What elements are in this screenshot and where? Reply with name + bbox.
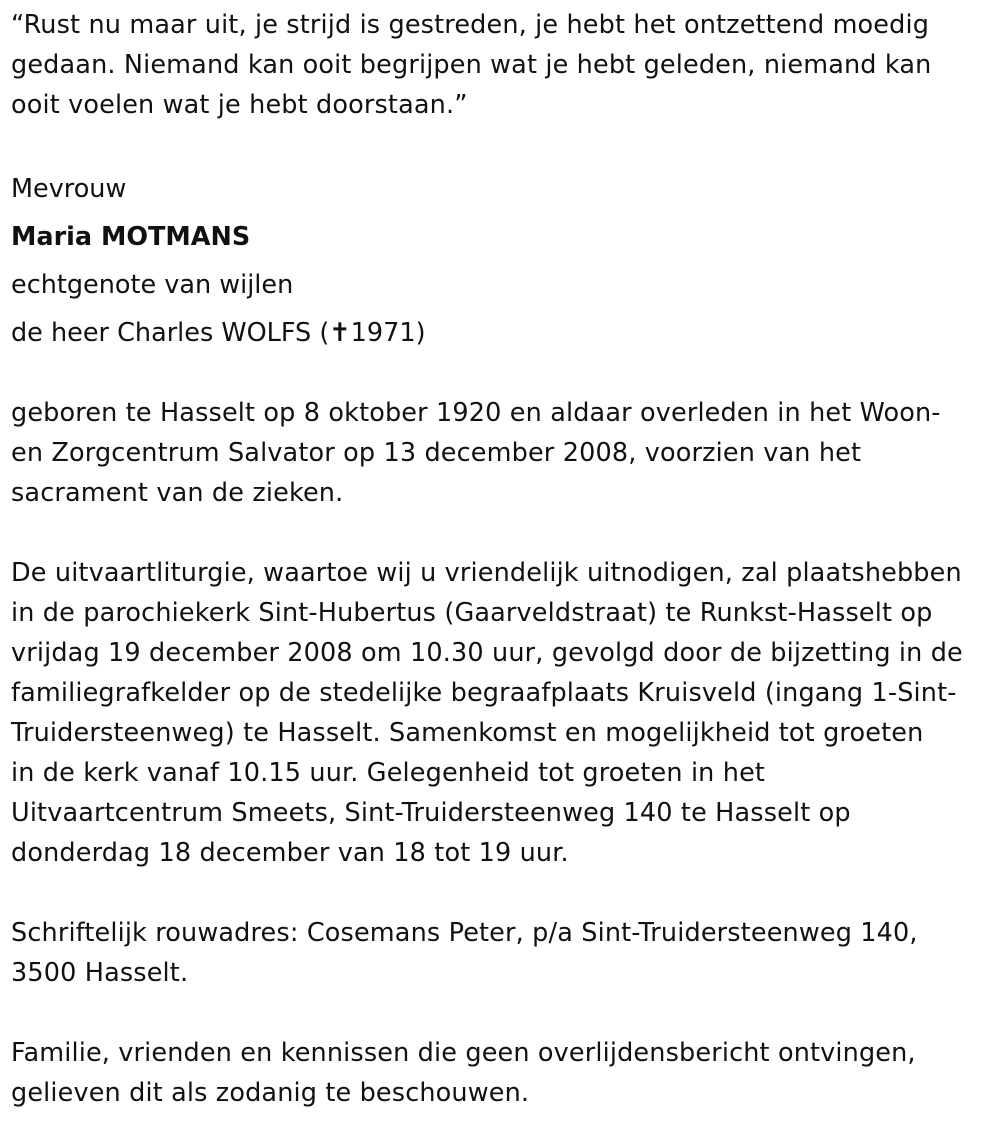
paragraph-line: Truidersteenweg) te Hasselt. Samenkomst en mogelijkheid tot groeten [11, 718, 924, 748]
address-paragraph [11, 913, 990, 993]
paragraph-line: familiegrafkelder op de stedelijke begraafplaats Kruisveld (ingang 1-Sint- [11, 678, 957, 708]
spouse-intro: echtgenote van wijlen [11, 270, 294, 300]
spacer [11, 873, 990, 913]
paragraph-line: De uitvaartliturgie, waartoe wij u vriendelijk uitnodigen, zal plaatshebben [11, 558, 962, 588]
birth-death-paragraph [11, 393, 990, 513]
spacer [11, 357, 990, 393]
paragraph-line: Schriftelijk rouwadres: Cosemans Peter, p/a Sint-Truidersteenweg 140, [11, 918, 918, 948]
spacer [11, 993, 990, 1033]
quote-line: “Rust nu maar uit, je strijd is gestreden, je hebt het ontzettend moedig [11, 10, 930, 40]
paragraph-line: sacrament van de zieken. [11, 478, 344, 508]
honorific: Mevrouw [11, 174, 127, 204]
spacer [11, 125, 990, 165]
paragraph-line: 3500 Hasselt. [11, 958, 189, 988]
paragraph-line: in de kerk vanaf 10.15 uur. Gelegenheid tot groeten in het [11, 758, 766, 788]
paragraph-line: Uitvaartcentrum Smeets, Sint-Truidersteenweg 140 te Hasselt op [11, 798, 851, 828]
quote-line: ooit voelen wat je hebt doorstaan.” [11, 90, 468, 120]
paragraph-line: in de parochiekerk Sint-Hubertus (Gaarveldstraat) te Runkst-Hasselt op [11, 598, 933, 628]
spacer [11, 513, 990, 553]
paragraph-line: vrijdag 19 december 2008 om 10.30 uur, gevolgd door de bijzetting in de [11, 638, 963, 668]
paragraph-line: gelieven dit als zodanig te beschouwen. [11, 1078, 530, 1108]
deceased-name: Maria MOTMANS [11, 222, 251, 252]
quote-line: gedaan. Niemand kan ooit begrijpen wat je hebt geleden, niemand kan [11, 50, 932, 80]
family-paragraph [11, 1033, 990, 1113]
paragraph-line: Familie, vrienden en kennissen die geen overlijdensbericht ontvingen, [11, 1038, 916, 1068]
deceased-block [11, 165, 990, 357]
paragraph-line: donderdag 18 december van 18 tot 19 uur. [11, 838, 569, 868]
funeral-paragraph [11, 553, 990, 873]
spouse-name: de heer Charles WOLFS (✝1971) [11, 318, 426, 348]
paragraph-line: en Zorgcentrum Salvator op 13 december 2008, voorzien van het [11, 438, 862, 468]
memorial-quote [11, 0, 990, 125]
paragraph-line: geboren te Hasselt op 8 oktober 1920 en aldaar overleden in het Woon- [11, 398, 941, 428]
